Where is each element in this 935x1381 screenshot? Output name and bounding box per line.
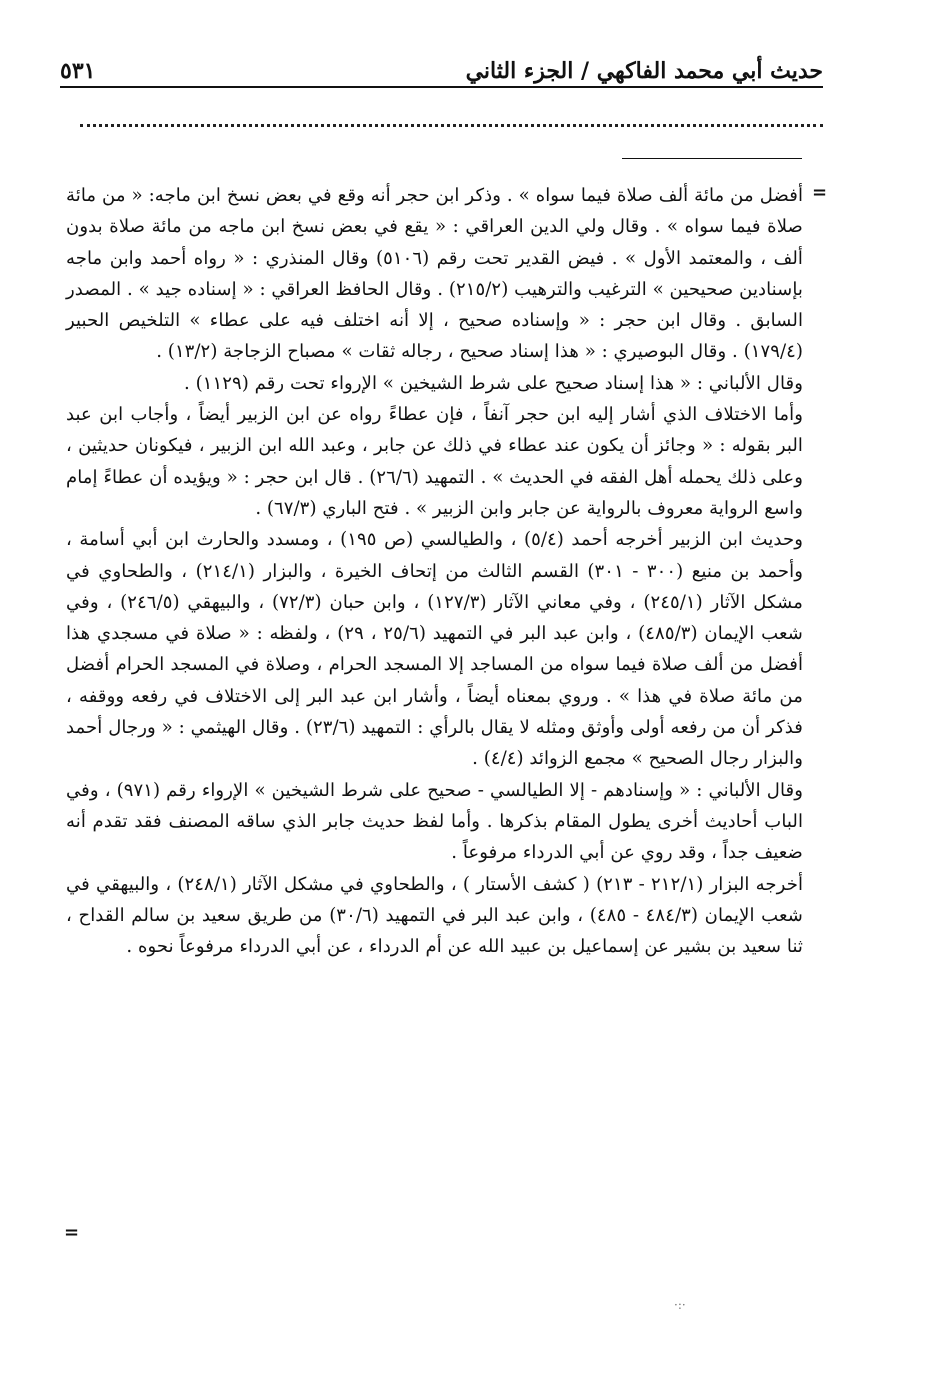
footnote-body xyxy=(66,180,803,962)
scan-speck: ·:· xyxy=(674,1298,686,1312)
footnote-paragraph: وحديث ابن الزبير أخرجه أحمد (٥/٤) ، والطيالسي (ص ١٩٥) ، ومسدد والحارث ابن أبي أسامة ، وأحمد بن منيع (٣٠٠ - ٣٠١) القسم الثالث من إتحاف الخيرة ، والبزار (٢١٤/١) ، والطحاوي في مشكل الآثار (٢٤٥/١) ، وفي معاني الآثار (١٢٧/٣) ، وابن حبان (٧٢/٣) ، والبيهقي (٢٤٦/٥) ، وفي شعب الإيمان (٤٨٥/٣) ، وابن عبد البر في التمهيد (٢٥/٦ ، ٢٩) ، ولفظه : « صلاة في مسجدي هذا أفضل من ألف صلاة فيما سواه من المساجد إلا المسجد الحرام ، وصلاة في المسجد الحرام أفضل من مائة صلاة في هذا » . وروي بمعناه أيضاً ، وأشار ابن عبد البر إلى الاختلاف في رفعه ووقفه ، فذكر أن من رفعه أولى وأوثق ومثله لا يقال بالرأي : التمهيد (٢٣/٦) . وقال الهيثمي : « ورجال أحمد والبزار رجال الصحيح » مجمع الزوائد (٤/٤) . xyxy=(66,529,804,770)
continuation-mark-top: = xyxy=(812,182,828,203)
footnote-rule xyxy=(622,158,802,159)
continuation-mark-bottom: = xyxy=(64,1222,80,1243)
dotted-separator xyxy=(80,124,823,127)
page-number: ٥٣١ xyxy=(60,58,96,84)
running-title: حديث أبي محمد الفاكهي / الجزء الثاني xyxy=(465,58,823,84)
footnote-paragraph: وأما الاختلاف الذي أشار إليه ابن حجر آنفاً ، فإن عطاءً رواه عن ابن الزبير أيضاً ، وأجاب ابن عبد البر بقوله : « وجائز أن يكون عند عطاء في ذلك عن جابر ، وعبد الله ابن الزبير ، فيكونان حديثين ، وعلى ذلك يحمله أهل الفقه في الحديث » . التمهيد (٢٦/٦) . قال ابن حجر : « ويؤيده أن عطاءً إمام واسع الرواية معروف بالرواية عن جابر وابن الزبير » . فتح الباري (٦٧/٣) . xyxy=(66,404,803,519)
footnote-paragraph: وقال الألباني : « وإسنادهم - إلا الطيالسي - صحيح على شرط الشيخين » الإرواء رقم (٩٧١) ، وفي الباب أحاديث أخرى يطول المقام بذكرها . وأما لفظ حديث جابر الذي ساقه المصنف فقد تقدم أنه ضعيف جداً ، وقد روي عن أبي الدرداء مرفوعاً . xyxy=(66,779,803,864)
footnote-paragraph: أفضل من مائة ألف صلاة فيما سواه » . وذكر ابن حجر أنه وقع في بعض نسخ ابن ماجه: « من مائة صلاة فيما سواه » . وقال ولي الدين العراقي : « يقع في بعض نسخ ابن ماجه من مائة صلاة بدون ألف ، والمعتمد الأول » . فيض القدير تحت رقم (٥١٠٦) وقال المنذري : « رواه أحمد وابن ماجه بإسنادين صحيحين » الترغيب والترهيب (٢١٥/٢) . وقال الحافظ العراقي : « إسناده جيد » . المصدر السابق . وقال ابن حجر : « وإسناده صحيح ، إلا أنه اختلف فيه على عطاء » التلخيص الحبير (١٧٩/٤) . وقال البوصيري : « هذا إسناد صحيح ، رجاله ثقات » مصباح الزجاجة (١٣/٢) . xyxy=(66,185,803,363)
page-header xyxy=(60,48,823,84)
header-rule xyxy=(60,86,823,88)
footnote-paragraph: أخرجه البزار (٢١٢/١ - ٢١٣) ( كشف الأستار ) ، والطحاوي في مشكل الآثار (٢٤٨/١) ، والبيهقي في شعب الإيمان (٤٨٤/٣ - ٤٨٥) ، وابن عبد البر في التمهيد (٣٠/٦) من طريق سعيد بن سالم القداح ، ثنا سعيد بن بشير عن إسماعيل بن عبيد الله عن أم الدرداء ، عن أبي الدرداء مرفوعاً نحوه . xyxy=(66,873,804,958)
footnote-paragraph: وقال الألباني : « هذا إسناد صحيح على شرط الشيخين » الإرواء تحت رقم (١١٢٩) . xyxy=(184,372,803,394)
